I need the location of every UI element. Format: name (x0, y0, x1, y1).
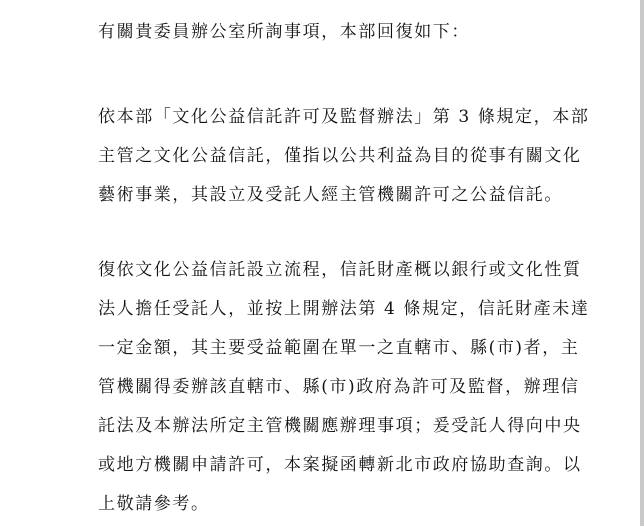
paragraph-2-line-3: 一定金額，其主要受益範圍在單一之直轄市、縣(市)者，主 (98, 338, 580, 358)
paragraph-1-line-3: 藝術事業，其設立及受託人經主管機關許可之公益信託。 (98, 185, 563, 205)
intro-paragraph (98, 13, 603, 52)
intro-line: 有關貴委員辦公室所詢事項，本部回復如下： (98, 22, 470, 42)
paragraph-1-line-2: 主管之文化公益信託，僅指以公共利益為目的從事有關文化 (98, 146, 582, 166)
paragraph-1 (98, 98, 603, 215)
paragraph-1-line-1: 依本部「文化公益信託許可及監督辦法」第 3 條規定，本部 (98, 107, 590, 127)
paragraph-2 (98, 251, 603, 524)
paragraph-2-line-7: 上敬請參考。 (98, 494, 210, 514)
paragraph-2-line-2: 法人擔任受託人，並按上開辦法第 4 條規定，信託財產未達 (98, 299, 590, 319)
paragraph-2-line-6: 或地方機關申請許可，本案擬函轉新北市政府協助查詢。以 (98, 455, 582, 475)
paragraph-2-line-4: 管機關得委辦該直轄市、縣(市)政府為許可及監督，辦理信 (98, 377, 580, 397)
paragraph-2-line-1: 復依文化公益信託設立流程，信託財產概以銀行或文化性質 (98, 260, 582, 280)
paragraph-2-line-5: 託法及本辦法所定主管機關應辦理事項；爰受託人得向中央 (98, 416, 582, 436)
